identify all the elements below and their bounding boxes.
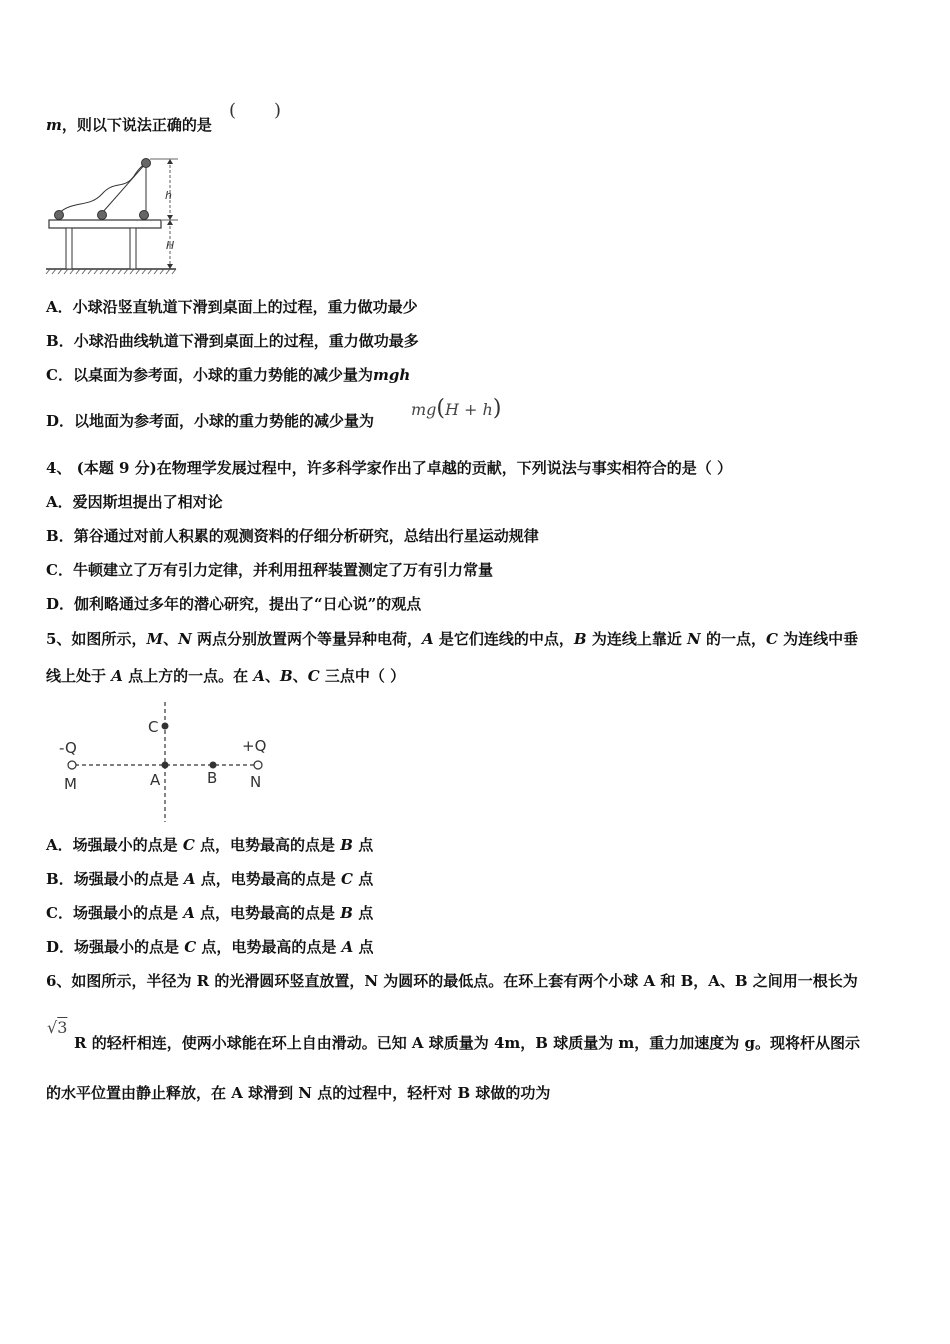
label-c: C [148,718,159,736]
q3-option-a: A．小球沿竖直轨道下滑到桌面上的过程，重力做功最少 [46,298,418,316]
q4-option-d: D．伽利略通过多年的潜心研究，提出了“日心说”的观点 [46,595,422,613]
q5-stem-line2: 线上处于 A 点上方的一点。在 A、B、C 三点中（ ） [46,667,406,685]
q3-stem-text: ，则以下说法正确的是 [61,116,212,134]
q6-sqrt: √3 [47,1018,68,1037]
q5-option-c: C．场强最小的点是 A 点，电势最高的点是 B 点 [46,904,374,922]
label-a: A [150,771,161,789]
label-m: M [64,775,77,793]
point-c [162,723,169,730]
table-leg-right [130,228,136,269]
q3-option-c: C．以桌面为参考面，小球的重力势能的减少量为mgh [46,366,411,384]
q5-stem-line1: 5、如图所示，M、N 两点分别放置两个等量异种电荷，A 是它们连线的中点，B 为连线上靠近 N 的一点，C 为连线中垂 [46,630,859,648]
q5-option-d: D．场强最小的点是 C 点，电势最高的点是 A 点 [46,938,374,956]
q3-stem [46,114,212,135]
label-neg-q: -Q [59,739,77,757]
q3-answer-bracket: ( ) [229,100,282,121]
label-H: H [166,239,175,252]
ball-3 [140,211,149,220]
q3-stem-var: m [46,116,62,134]
label-n: N [250,773,262,791]
ball-start [142,159,151,168]
q4-option-a: A．爱因斯坦提出了相对论 [46,493,223,511]
ball-2 [98,211,107,220]
table-top [49,220,161,228]
q6-stem-line2: R 的轻杆相连，使两小球能在环上自由滑动。已知 A 球质量为 4m，B 球质量为 m，重力加速度为 g。现将杆从图示 [74,1034,861,1052]
q5-option-b: B．场强最小的点是 A 点，电势最高的点是 C 点 [46,870,374,888]
q4-stem: 4、 (本题 9 分)在物理学发展过程中，许多科学家作出了卓越的贡献，下列说法与事实相符合的是（ ） [46,459,732,477]
table-leg-left [66,228,72,269]
charge-m [68,761,76,769]
point-b [210,762,217,769]
label-b: B [207,769,218,787]
curved-track [59,163,146,213]
label-pos-q: +Q [242,737,267,755]
label-h: h [165,189,172,202]
q3-option-d: D．以地面为参考面，小球的重力势能的减少量为 [46,412,375,430]
q3-track-figure [44,156,194,276]
q3-option-c-math: mgh [372,366,411,384]
q3-option-b: B．小球沿曲线轨道下滑到桌面上的过程，重力做功最多 [46,332,419,350]
q6-stem-line1: 6、如图所示，半径为 R 的光滑圆环竖直放置，N 为圆环的最低点。在环上套有两个小球 A 和 B，A、B 之间用一根长为 [46,972,858,990]
q6-stem-line3: 的水平位置由静止释放，在 A 球滑到 N 点的过程中，轻杆对 B 球做的功为 [46,1084,551,1102]
q4-option-b: B．第谷通过对前人积累的观测资料的仔细分析研究，总结出行星运动规律 [46,527,539,545]
q5-option-a: A．场强最小的点是 C 点，电势最高的点是 B 点 [46,836,374,854]
ball-1 [55,211,64,220]
point-a [162,762,169,769]
q3-option-d-math: mg(H + h) [411,396,502,421]
q4-option-c: C．牛顿建立了万有引力定律，并利用扭秤装置测定了万有引力常量 [46,561,493,579]
charge-n [254,761,262,769]
q5-charge-figure [52,700,282,825]
